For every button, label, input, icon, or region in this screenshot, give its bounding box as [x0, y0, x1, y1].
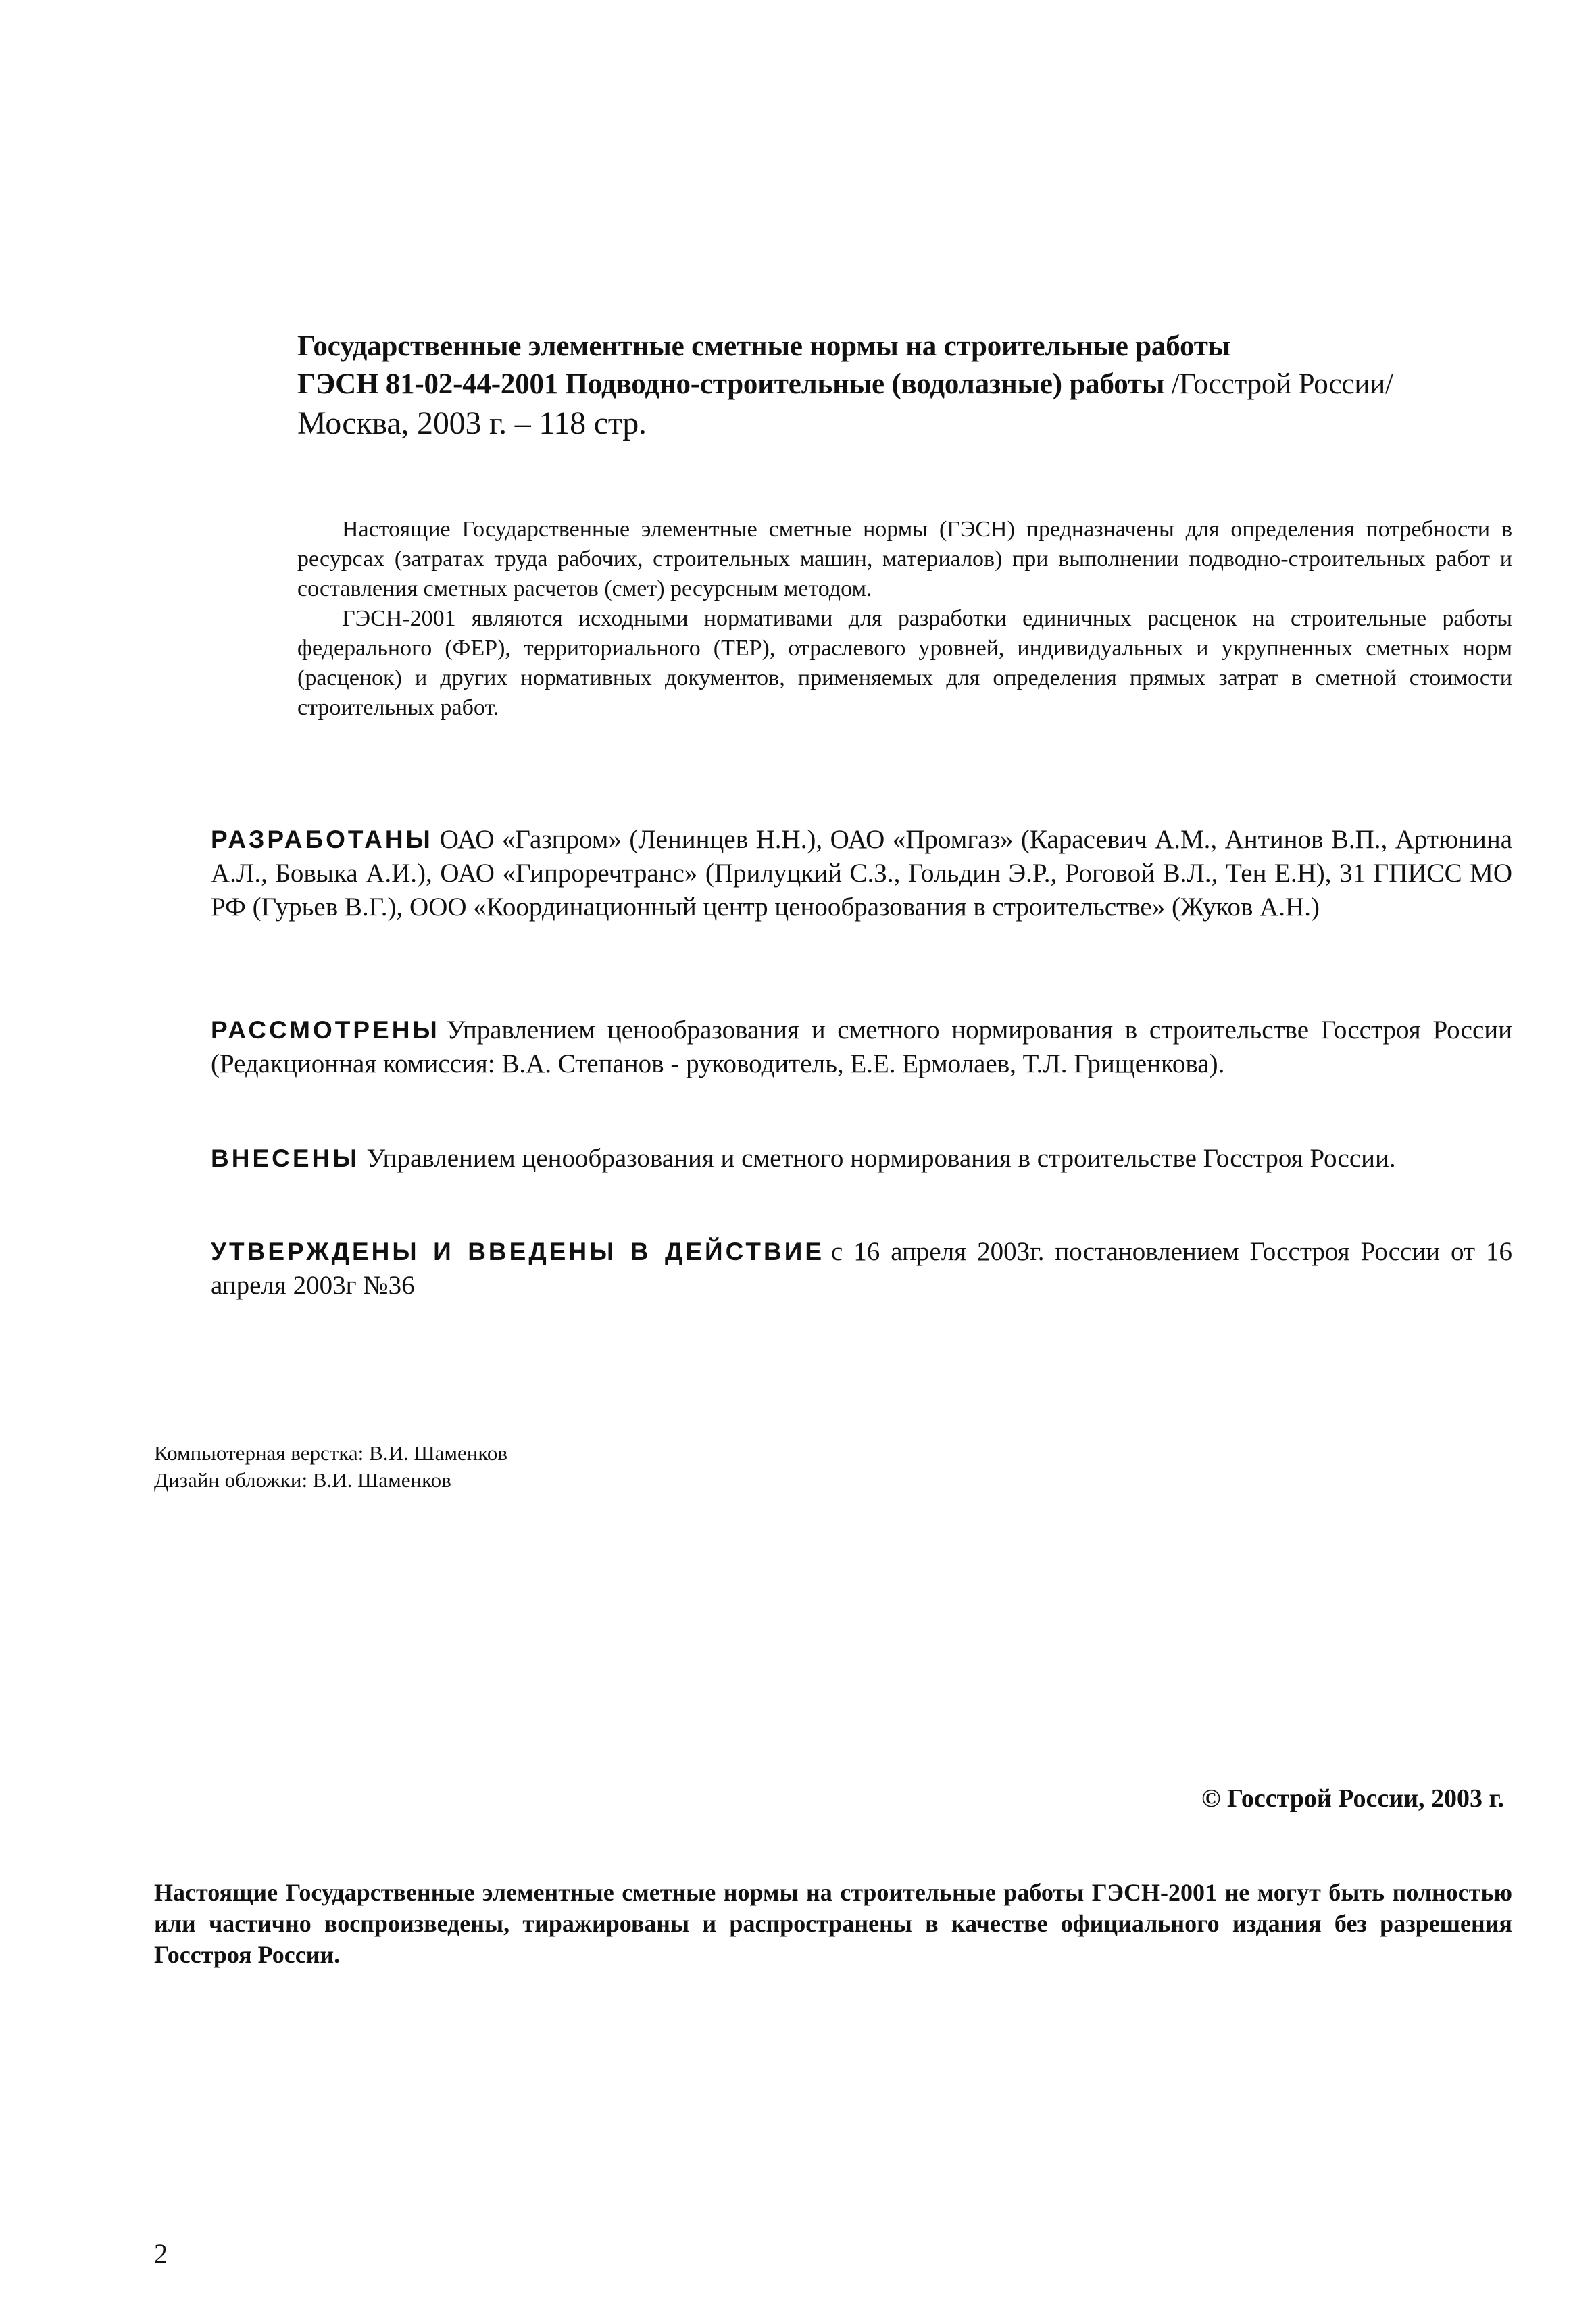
title-code: ГЭСН 81-02-44-2001 Подводно-строительные (водолазные) работы [297, 368, 1165, 400]
credit-reviewed-label: РАССМОТРЕНЫ [211, 1016, 440, 1044]
cover-design-credit: Дизайн обложки: В.И. Шаменков [154, 1468, 451, 1492]
annotation-paragraph-1: Настоящие Государственные элементные сметные нормы (ГЭСН) предназначены для определения потребности в ресурсах (затратах труда рабочих, строительных машин, материалов) при выполнении подводно-строительных работ и составления сметных расчетов (смет) ресурсным методом. [297, 517, 1512, 601]
credit-introduced-text: Управлением ценообразования и сметного нормирования в строительстве Госстроя России. [366, 1144, 1396, 1173]
annotation [297, 515, 1512, 723]
document-title-block [297, 328, 1514, 444]
title-line-1: Государственные элементные сметные нормы на строительные работы [297, 330, 1230, 362]
rights-notice: Настоящие Государственные элементные сметные нормы на строительные работы ГЭСН-2001 не могут быть полностью или частично воспроизведены, тиражированы и распространены в качестве официального издания без разрешения Госстроя России. [154, 1879, 1512, 1968]
page-number: 2 [154, 2238, 168, 2269]
credit-developed-label: РАЗРАБОТАНЫ [211, 826, 433, 853]
title-line-2 [297, 366, 1514, 403]
credit-approved-label: УТВЕРЖДЕНЫ И ВВЕДЕНЫ В ДЕЙСТВИЕ [211, 1238, 825, 1265]
typesetting-credit: Компьютерная верстка: В.И. Шаменков [154, 1441, 507, 1465]
copyright: © Госстрой России, 2003 г. [1201, 1784, 1504, 1813]
title-line-3: Москва, 2003 г. – 118 стр. [297, 405, 647, 441]
credit-developed-text: ОАО «Газпром» (Ленинцев Н.Н.), ОАО «Промгаз» (Карасевич А.М., Антинов В.П., Артюнина А.Л., Бовыка А.И.), ОАО «Гипроречтранс» (Прилуцкий С.З., Гольдин Э.Р., Роговой В.Л., Тен Е.Н), 31 ГПИСС МО РФ (Гурьев В.Г.), ООО «Координационный центр ценообразования в строительстве» (Жуков А.Н.) [211, 825, 1512, 922]
credit-approved-text: с 16 апреля 2003г. постановлением Госстроя России от 16 апреля 2003г №36 [211, 1237, 1512, 1300]
annotation-paragraph-2: ГЭСН-2001 являются исходными нормативами для разработки единичных расценок на строительные работы федерального (ФЕР), территориального (ТЕР), отраслевого уровней, индивидуальных и укрупненных сметных норм (расценок) и других нормативных документов, применяемых для определения прямых затрат в сметной стоимости строительных работ. [297, 606, 1512, 720]
credit-approved [211, 1235, 1512, 1303]
credit-developed [211, 823, 1512, 924]
credit-introduced-label: ВНЕСЕНЫ [211, 1145, 360, 1172]
title-publisher: /Госстрой России/ [1164, 368, 1393, 400]
credit-reviewed [211, 1013, 1512, 1081]
credit-reviewed-text: Управлением ценообразования и сметного нормирования в строительстве Госстроя России (Редакционная комиссия: В.А. Степанов - руководитель, Е.Е. Ермолаев, Т.Л. Грищенкова). [211, 1015, 1512, 1078]
credit-introduced [211, 1142, 1512, 1176]
layout-info [154, 1440, 965, 1494]
